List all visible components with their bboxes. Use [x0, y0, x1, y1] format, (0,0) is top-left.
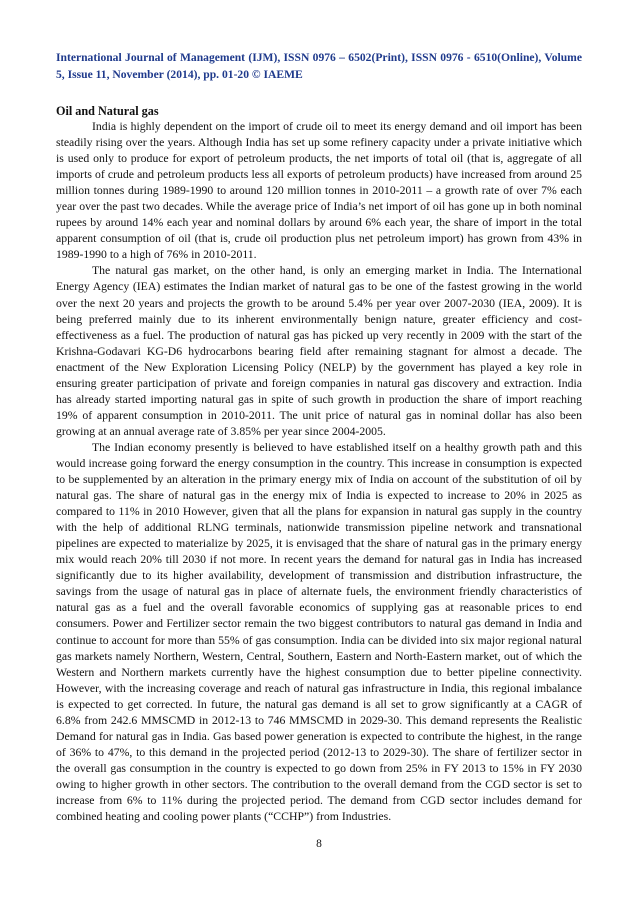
page-number: 8 — [316, 838, 322, 850]
paragraph-natural-gas-market: The natural gas market, on the other hand, is only an emerging market in India. The International Energy Agency (IEA) estimates the Indian market of natural gas to be one of the fastest growing in the world over the next 20 years and projects the growth to be around 5.4% per year over 2007-2030 (IEA, 2009). It is being preferred mainly due to its inherent environmentally benign nature, greater efficiency and cost-effectiveness as a fuel. The production of natural gas has picked up very recently in 2009 with the start of the Krishna-Godavari KG-D6 hydrocarbons bearing field after remaining stagnant for almost a decade. The enactment of the New Exploration Licensing Policy (NELP) by the government has played a key role in ensuring greater participation of private and foreign companies in natural gas discovery and extraction. India has already started importing natural gas in spite of such growth in production the share of import reaching 19% of apparent consumption in 2010-2011. The unit price of natural gas in nominal dollar has also been growing at an annual average rate of 3.85% per year since 2004-2005. — [56, 264, 582, 438]
section-title: Oil and Natural gas — [56, 104, 159, 118]
paragraph-energy-demand: The Indian economy presently is believed to have established itself on a healthy growth path and this would increase going forward the energy consumption in the country. This increase in consumption is expected to be supplemented by an alteration in the primary energy mix of India on account of the substitution of oil by natural gas. The share of natural gas in the energy mix of India is expected to increase to 20% in 2025 as compared to 11% in 2010 However, given that all the plans for expansion in natural gas supply in the country with the help of additional RLNG terminals, nationwide transmission pipeline network and transnational pipelines are expected to materialize by 2025, it is envisaged that the share of natural gas in the primary energy mix would reach 20% till 2030 if not more. In recent years the demand for natural gas in India has increased significantly due to its higher availability, development of transmission and distribution infrastructure, the savings from the usage of natural gas in place of alternate fuels, the environment friendly characteristics of natural gas as a fuel and the overall favorable economics of supplying gas at reasonable prices to end consumers. Power and Fertilizer sector remain the two biggest contributors to natural gas demand in India and continue to account for more than 55% of gas consumption. India can be divided into six major regional natural gas markets namely Northern, Western, Central, Southern, Eastern and North-Eastern market, out of which the Western and Northern markets currently have the highest consumption due to better pipeline connectivity. However, with the increasing coverage and reach of natural gas infrastructure in India, this regional imbalance is expected to get corrected. In future, the natural gas demand is all set to grow significantly at a CAGR of 6.8% from 242.6 MMSCMD in 2012-13 to 746 MMSCMD in 2029-30. This demand represents the Realistic Demand for natural gas in India. Gas based power generation is expected to contribute the highest, in the range of 36% to 47%, to this demand in the projected period (2012-13 to 2029-30). The share of fertilizer sector in the overall gas consumption in the country is expected to go down from 25% in FY 2013 to 15% in FY 2030 owing to higher growth in other sectors. The contribution to the overall demand from the CGD sector is set to increase from 6% to 11% during the projected period. The demand from CGD sector includes demand for combined heating and cooling power plants (“CCHP”) from Industries. — [56, 440, 582, 824]
page-body — [56, 50, 582, 825]
paragraph-oil-imports: India is highly dependent on the import of crude oil to meet its energy demand and oil import has been steadily rising over the years. Although India has set up some refinery capacity under a private initiative which is used only to produce for export of petroleum products, the net imports of total oil (that is, aggregate of all imports of crude and petroleum products less all exports of petroleum products) have increased from around 25 million tonnes during 1989-1990 to around 120 million tonnes in 2010-2011 – a growth rate of over 7% each year over the past two decades. While the average price of India’s net import of oil has gone up in both nominal rupees by around 14% each year and nominal dollars by around 6% each year, the share of import in the total apparent consumption of oil (that is, crude oil production plus net petroleum import) has grown from 43% in 1989-1990 to a high of 76% in 2010-2011. — [56, 120, 582, 262]
journal-header: International Journal of Management (IJM), ISSN 0976 – 6502(Print), ISSN 0976 - 6510(Online), Volume 5, Issue 11, November (2014), pp. 01-20 © IAEME — [56, 51, 582, 81]
